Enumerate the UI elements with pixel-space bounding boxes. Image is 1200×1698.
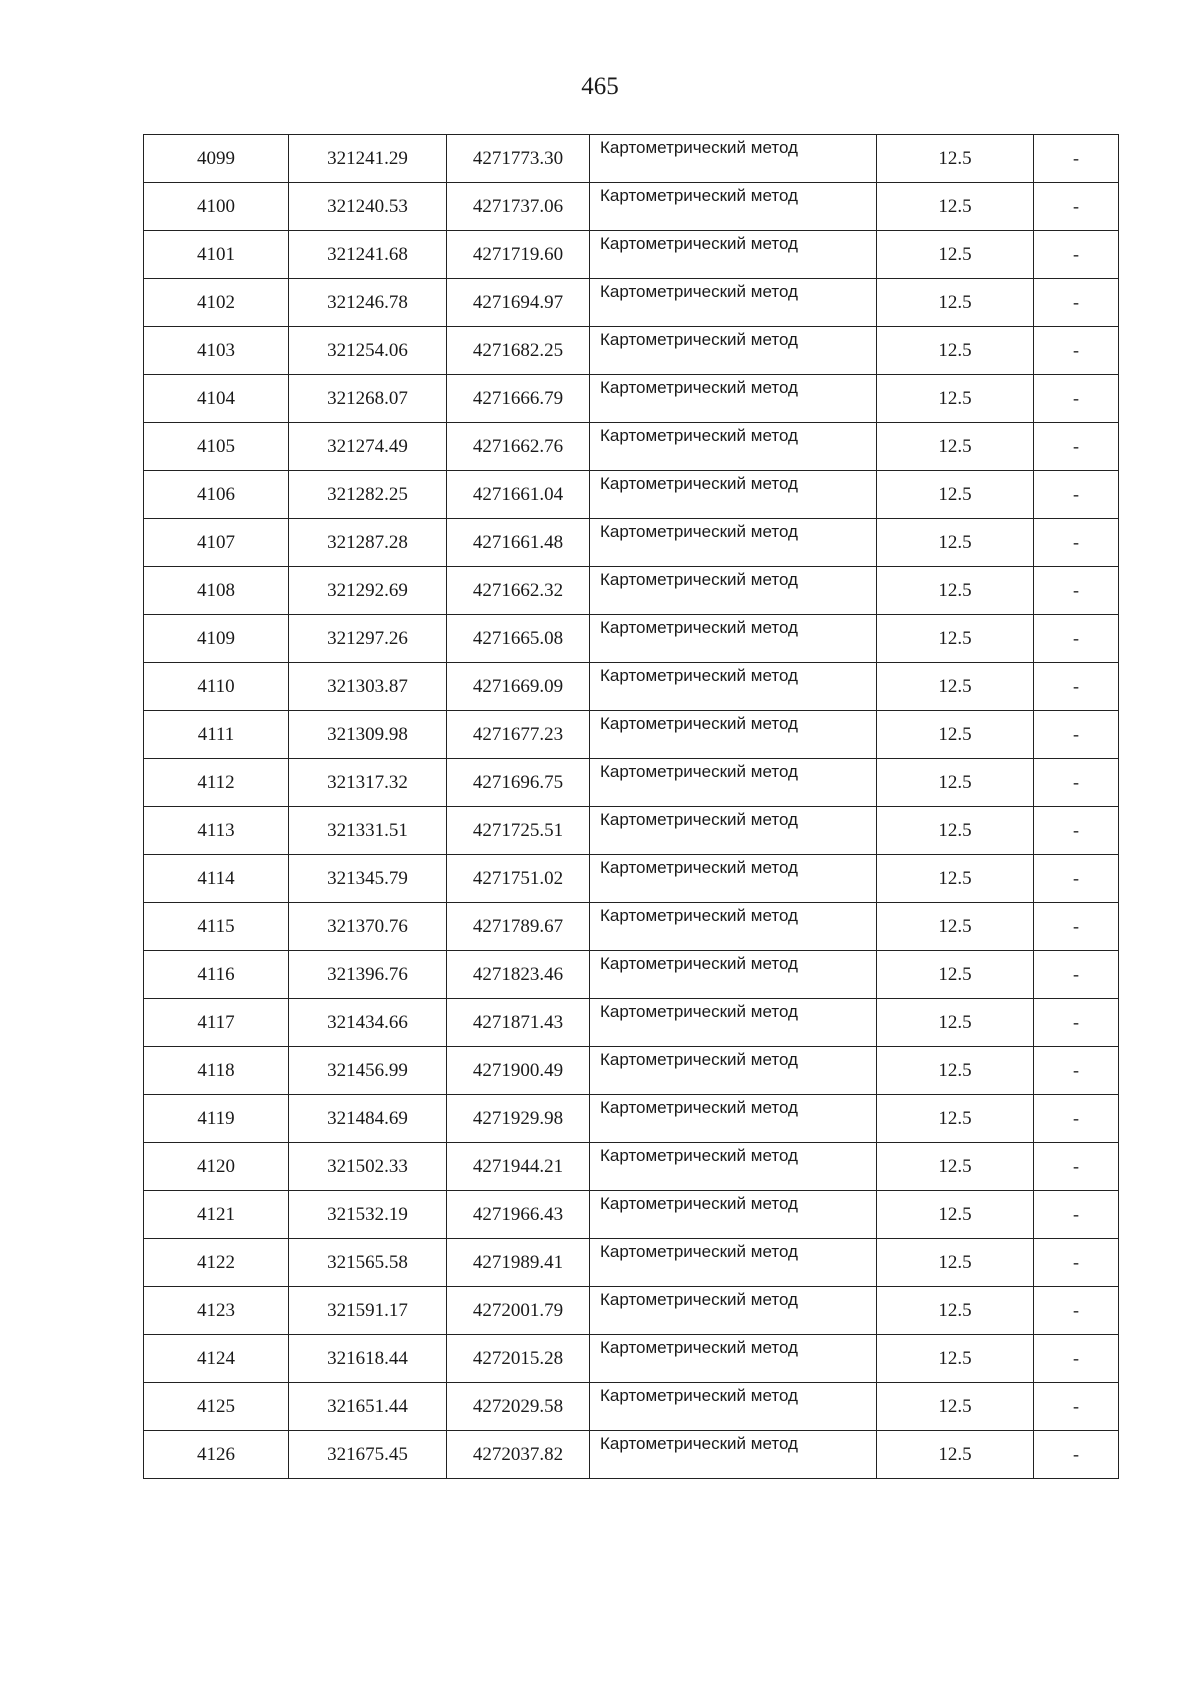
coordinates-table-body [144,135,1119,1479]
method-cell: Картометрический метод [590,1335,877,1383]
x-coordinate-cell: 321241.68 [289,231,447,279]
accuracy-cell: 12.5 [877,759,1034,807]
note-cell: - [1034,1335,1119,1383]
method-cell: Картометрический метод [590,1191,877,1239]
note-cell: - [1034,951,1119,999]
y-coordinate-cell: 4271900.49 [447,1047,590,1095]
accuracy-cell: 12.5 [877,615,1034,663]
note-cell: - [1034,759,1119,807]
accuracy-cell: 12.5 [877,423,1034,471]
method-cell: Картометрический метод [590,423,877,471]
x-coordinate-cell: 321396.76 [289,951,447,999]
x-coordinate-cell: 321565.58 [289,1239,447,1287]
table-row [144,951,1119,999]
y-coordinate-cell: 4271666.79 [447,375,590,423]
note-cell: - [1034,1143,1119,1191]
x-coordinate-cell: 321303.87 [289,663,447,711]
method-cell: Картометрический метод [590,1287,877,1335]
point-number-cell: 4102 [144,279,289,327]
note-cell: - [1034,663,1119,711]
note-cell: - [1034,807,1119,855]
note-cell: - [1034,183,1119,231]
method-cell: Картометрический метод [590,1095,877,1143]
note-cell: - [1034,1431,1119,1479]
point-number-cell: 4112 [144,759,289,807]
method-cell: Картометрический метод [590,375,877,423]
coordinates-table [143,134,1119,1479]
accuracy-cell: 12.5 [877,231,1034,279]
note-cell: - [1034,1239,1119,1287]
y-coordinate-cell: 4271751.02 [447,855,590,903]
point-number-cell: 4125 [144,1383,289,1431]
method-cell: Картометрический метод [590,1047,877,1095]
point-number-cell: 4120 [144,1143,289,1191]
y-coordinate-cell: 4272001.79 [447,1287,590,1335]
note-cell: - [1034,375,1119,423]
accuracy-cell: 12.5 [877,375,1034,423]
table-row [144,711,1119,759]
accuracy-cell: 12.5 [877,183,1034,231]
x-coordinate-cell: 321370.76 [289,903,447,951]
note-cell: - [1034,567,1119,615]
y-coordinate-cell: 4271773.30 [447,135,590,183]
x-coordinate-cell: 321618.44 [289,1335,447,1383]
point-number-cell: 4108 [144,567,289,615]
table-row [144,135,1119,183]
note-cell: - [1034,327,1119,375]
x-coordinate-cell: 321254.06 [289,327,447,375]
method-cell: Картометрический метод [590,279,877,327]
note-cell: - [1034,615,1119,663]
point-number-cell: 4104 [144,375,289,423]
method-cell: Картометрический метод [590,471,877,519]
x-coordinate-cell: 321309.98 [289,711,447,759]
point-number-cell: 4122 [144,1239,289,1287]
table-row [144,327,1119,375]
y-coordinate-cell: 4271661.04 [447,471,590,519]
point-number-cell: 4103 [144,327,289,375]
accuracy-cell: 12.5 [877,1287,1034,1335]
point-number-cell: 4110 [144,663,289,711]
y-coordinate-cell: 4271696.75 [447,759,590,807]
table-row [144,999,1119,1047]
x-coordinate-cell: 321434.66 [289,999,447,1047]
accuracy-cell: 12.5 [877,1431,1034,1479]
point-number-cell: 4107 [144,519,289,567]
y-coordinate-cell: 4271719.60 [447,231,590,279]
table-row [144,279,1119,327]
y-coordinate-cell: 4272029.58 [447,1383,590,1431]
method-cell: Картометрический метод [590,327,877,375]
x-coordinate-cell: 321297.26 [289,615,447,663]
method-cell: Картометрический метод [590,567,877,615]
table-row [144,183,1119,231]
accuracy-cell: 12.5 [877,807,1034,855]
table-row [144,903,1119,951]
point-number-cell: 4124 [144,1335,289,1383]
point-number-cell: 4099 [144,135,289,183]
method-cell: Картометрический метод [590,135,877,183]
point-number-cell: 4101 [144,231,289,279]
x-coordinate-cell: 321240.53 [289,183,447,231]
point-number-cell: 4126 [144,1431,289,1479]
y-coordinate-cell: 4271737.06 [447,183,590,231]
x-coordinate-cell: 321274.49 [289,423,447,471]
table-row [144,1383,1119,1431]
point-number-cell: 4117 [144,999,289,1047]
method-cell: Картометрический метод [590,231,877,279]
x-coordinate-cell: 321345.79 [289,855,447,903]
x-coordinate-cell: 321331.51 [289,807,447,855]
y-coordinate-cell: 4271677.23 [447,711,590,759]
y-coordinate-cell: 4271662.76 [447,423,590,471]
note-cell: - [1034,1287,1119,1335]
point-number-cell: 4113 [144,807,289,855]
note-cell: - [1034,711,1119,759]
note-cell: - [1034,999,1119,1047]
method-cell: Картометрический метод [590,711,877,759]
x-coordinate-cell: 321292.69 [289,567,447,615]
method-cell: Картометрический метод [590,1431,877,1479]
x-coordinate-cell: 321241.29 [289,135,447,183]
table-row [144,615,1119,663]
note-cell: - [1034,903,1119,951]
method-cell: Картометрический метод [590,807,877,855]
method-cell: Картометрический метод [590,903,877,951]
table-row [144,663,1119,711]
accuracy-cell: 12.5 [877,471,1034,519]
note-cell: - [1034,1095,1119,1143]
accuracy-cell: 12.5 [877,1095,1034,1143]
table-row [144,1143,1119,1191]
table-row [144,855,1119,903]
y-coordinate-cell: 4271944.21 [447,1143,590,1191]
y-coordinate-cell: 4271966.43 [447,1191,590,1239]
x-coordinate-cell: 321456.99 [289,1047,447,1095]
method-cell: Картометрический метод [590,999,877,1047]
accuracy-cell: 12.5 [877,1143,1034,1191]
accuracy-cell: 12.5 [877,855,1034,903]
accuracy-cell: 12.5 [877,1383,1034,1431]
table-row [144,1335,1119,1383]
note-cell: - [1034,1383,1119,1431]
point-number-cell: 4121 [144,1191,289,1239]
x-coordinate-cell: 321246.78 [289,279,447,327]
y-coordinate-cell: 4271669.09 [447,663,590,711]
table-row [144,1287,1119,1335]
accuracy-cell: 12.5 [877,951,1034,999]
method-cell: Картометрический метод [590,1239,877,1287]
accuracy-cell: 12.5 [877,567,1034,615]
table-row [144,423,1119,471]
point-number-cell: 4123 [144,1287,289,1335]
table-row [144,519,1119,567]
y-coordinate-cell: 4272015.28 [447,1335,590,1383]
point-number-cell: 4119 [144,1095,289,1143]
table-row [144,1191,1119,1239]
y-coordinate-cell: 4271665.08 [447,615,590,663]
point-number-cell: 4109 [144,615,289,663]
point-number-cell: 4105 [144,423,289,471]
method-cell: Картометрический метод [590,1143,877,1191]
method-cell: Картометрический метод [590,663,877,711]
accuracy-cell: 12.5 [877,1239,1034,1287]
note-cell: - [1034,1191,1119,1239]
note-cell: - [1034,855,1119,903]
accuracy-cell: 12.5 [877,135,1034,183]
accuracy-cell: 12.5 [877,711,1034,759]
accuracy-cell: 12.5 [877,999,1034,1047]
y-coordinate-cell: 4272037.82 [447,1431,590,1479]
table-row [144,1095,1119,1143]
note-cell: - [1034,135,1119,183]
y-coordinate-cell: 4271694.97 [447,279,590,327]
note-cell: - [1034,1047,1119,1095]
table-row [144,759,1119,807]
table-row [144,375,1119,423]
y-coordinate-cell: 4271823.46 [447,951,590,999]
x-coordinate-cell: 321532.19 [289,1191,447,1239]
accuracy-cell: 12.5 [877,1191,1034,1239]
note-cell: - [1034,471,1119,519]
method-cell: Картометрический метод [590,183,877,231]
y-coordinate-cell: 4271725.51 [447,807,590,855]
table-row [144,1239,1119,1287]
method-cell: Картометрический метод [590,519,877,567]
x-coordinate-cell: 321502.33 [289,1143,447,1191]
y-coordinate-cell: 4271989.41 [447,1239,590,1287]
method-cell: Картометрический метод [590,759,877,807]
y-coordinate-cell: 4271929.98 [447,1095,590,1143]
y-coordinate-cell: 4271871.43 [447,999,590,1047]
x-coordinate-cell: 321675.45 [289,1431,447,1479]
table-row [144,1431,1119,1479]
accuracy-cell: 12.5 [877,1047,1034,1095]
x-coordinate-cell: 321317.32 [289,759,447,807]
x-coordinate-cell: 321287.28 [289,519,447,567]
page-number: 465 [581,73,619,100]
x-coordinate-cell: 321591.17 [289,1287,447,1335]
x-coordinate-cell: 321268.07 [289,375,447,423]
y-coordinate-cell: 4271661.48 [447,519,590,567]
method-cell: Картометрический метод [590,1383,877,1431]
note-cell: - [1034,279,1119,327]
note-cell: - [1034,231,1119,279]
point-number-cell: 4106 [144,471,289,519]
method-cell: Картометрический метод [590,855,877,903]
accuracy-cell: 12.5 [877,519,1034,567]
accuracy-cell: 12.5 [877,327,1034,375]
note-cell: - [1034,423,1119,471]
x-coordinate-cell: 321282.25 [289,471,447,519]
note-cell: - [1034,519,1119,567]
table-row [144,231,1119,279]
point-number-cell: 4118 [144,1047,289,1095]
x-coordinate-cell: 321651.44 [289,1383,447,1431]
table-row [144,807,1119,855]
point-number-cell: 4114 [144,855,289,903]
point-number-cell: 4100 [144,183,289,231]
y-coordinate-cell: 4271682.25 [447,327,590,375]
method-cell: Картометрический метод [590,951,877,999]
y-coordinate-cell: 4271662.32 [447,567,590,615]
table-row [144,567,1119,615]
y-coordinate-cell: 4271789.67 [447,903,590,951]
point-number-cell: 4116 [144,951,289,999]
accuracy-cell: 12.5 [877,903,1034,951]
method-cell: Картометрический метод [590,615,877,663]
table-row [144,1047,1119,1095]
accuracy-cell: 12.5 [877,1335,1034,1383]
point-number-cell: 4115 [144,903,289,951]
accuracy-cell: 12.5 [877,279,1034,327]
x-coordinate-cell: 321484.69 [289,1095,447,1143]
accuracy-cell: 12.5 [877,663,1034,711]
table-row [144,471,1119,519]
point-number-cell: 4111 [144,711,289,759]
